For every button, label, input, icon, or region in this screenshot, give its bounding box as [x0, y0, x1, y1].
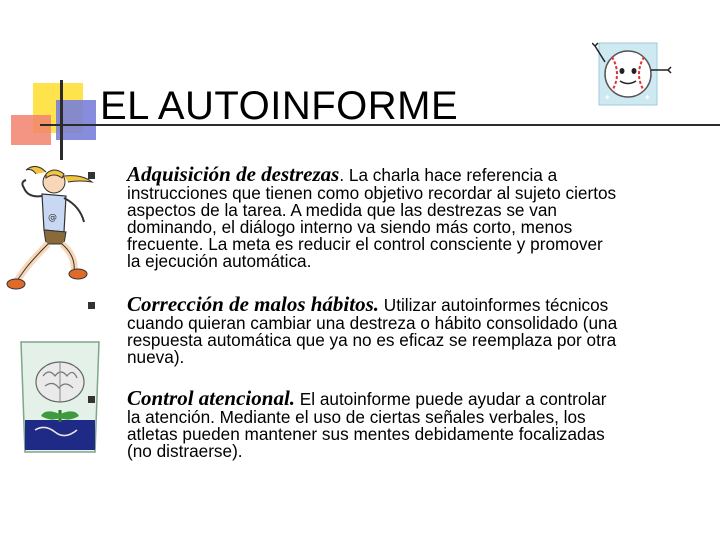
bullet-heading-continuation: Utilizar autoinformes técnicos	[379, 295, 609, 315]
bullet-line: la atención. Mediante el uso de ciertas señales verbales, los	[127, 407, 586, 427]
bullet-heading: Corrección de malos hábitos.	[127, 292, 380, 316]
bullet-text	[127, 162, 697, 270]
bullet-heading-continuation: . La charla hace referencia a	[339, 165, 558, 185]
bullet-text	[127, 292, 697, 366]
baseball-clipart	[592, 40, 672, 108]
bullet-heading-continuation: El autoinforme puede ayudar a controlar	[295, 389, 607, 409]
bullet-line: frecuente. La meta es reducir el control consciente y promover	[127, 234, 603, 254]
bullet-line: nueva).	[127, 347, 185, 367]
bullet-line: respuesta automática que ya no es eficaz se reemplaza por otra	[127, 330, 617, 350]
bullet-text	[127, 386, 697, 460]
bullet-line: la ejecución automática.	[127, 251, 312, 271]
bullet-marker	[88, 172, 95, 179]
vertical-rule	[60, 80, 63, 160]
svg-text:✦: ✦	[644, 93, 651, 102]
bullet-line: instrucciones que tienen como objetivo recordar al sujeto ciertos	[127, 183, 617, 203]
bullet-marker	[88, 396, 95, 403]
bullet-heading: Control atencional.	[127, 386, 296, 410]
svg-text:✦: ✦	[604, 93, 611, 102]
svg-text:@: @	[48, 213, 57, 223]
bullet-heading: Adquisición de destrezas	[127, 162, 340, 186]
slide-title: EL AUTOINFORME	[100, 84, 459, 128]
running-girl-clipart	[6, 160, 102, 296]
bullet-line: aspectos de la tarea. A medida que las destrezas se van	[127, 200, 557, 220]
bullet-marker	[88, 302, 95, 309]
bullet-line: (no distraerse).	[127, 441, 243, 461]
bullet-line: cuando quieran cambiar una destreza o hábito consolidado (una	[127, 313, 618, 333]
bullet-line: atletas pueden mantener sus mentes debidamente focalizadas	[127, 424, 605, 444]
bullet-line: dominando, el diálogo interno va siendo más corto, menos	[127, 217, 573, 237]
red-square-decoration	[11, 115, 51, 145]
